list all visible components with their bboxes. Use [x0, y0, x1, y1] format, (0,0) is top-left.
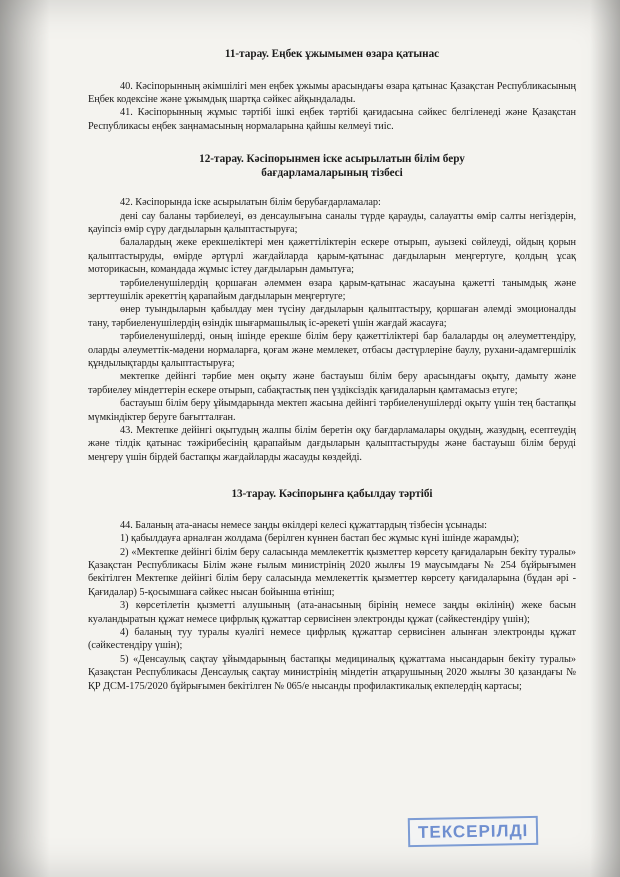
paragraph-43: 43. Мектепке дейінгі оқытудың жалпы білім беретін оқу бағдарламалары оқудың, жазудың, есептеудің және тілдік қатынас тәжірибесінің қарапайым дағдыларын қалыптастыруды және бастауыш білім беруді меңгеру үшін бірдей бастапқы жағдайларды жасауды көздейді.	[88, 425, 576, 463]
document-item-3: 3) көрсетілетін қызметті алушының (ата-анасының бірінің немесе заңды өкілінің) жеке басын куәландыратын құжат немесе цифрлық құжаттар сервисінен электронды құжат (сәйкестендіру үшін);	[88, 600, 576, 625]
program-item-2: балалардың жеке ерекшеліктері мен қажеттіліктерін ескере отырып, ауызекі сөйлеуді, ойдың қорын қалыптастыруды, өмірде әртүрлі жағдайларда қарым-қатынас дағдыларын меңгертуге, қолдың ұсақ моторикасын, командада жұмыс істеу дағдыларын дамытуға;	[88, 237, 576, 276]
program-item-4: өнер туындыларын қабылдау мен түсіну дағдыларын қалыптастыру, қоршаған әлемді эмоционалды тану, тәрбиеленушілердің өзіндік шығармашылық іс-әрекеті үшін жағдай жасауға;	[88, 304, 576, 329]
document-item-1: 1) қабылдауға арналған жолдама (берілген күннен бастап бес жұмыс күні ішінде жарамды);	[120, 533, 520, 545]
program-item-5: тәрбиеленушілерді, оның ішінде ерекше білім беру қажеттіліктері бар балаларды оң әлеуметтендіру, оларды әлеуметтік-мәдени нормаларға, қоғам және мемлекет, отбасы дәстүрлеріне баулу, рухани-адамгершілік құндылықтарды қалыптастыруға;	[88, 331, 576, 369]
document-body	[88, 48, 576, 693]
paragraph-40: 40. Кәсіпорынның әкімшілігі мен еңбек ұжымы арасындағы өзара қатынас Қазақстан Республикасының Еңбек кодексіне және ұжымдық шартқа сәйкес айқындалады.	[88, 80, 576, 105]
program-item-1: дені сау баланы тәрбиелеуі, өз денсаулығына саналы түрде қарауды, салауатты өмір салты негіздерін, қауіпсіз өмір сүру дағдыларын қалыптастыруға;	[88, 210, 576, 235]
section-13-heading: 13-тарау. Кәсіпорынға қабылдау тәртібі	[231, 488, 433, 501]
paragraph-42: 42. Кәсіпорында іске асырылатын білім берубағдарламалар:	[120, 197, 381, 209]
paragraph-44: 44. Баланың ата-анасы немесе заңды өкілдері келесі құжаттардың тізбесін ұсынады:	[120, 519, 487, 531]
section-12-heading	[88, 153, 576, 180]
section-11-heading: 11-тарау. Еңбек ұжымымен өзара қатынас	[224, 48, 440, 60]
program-item-3: тәрбиеленушілердің қоршаған әлеммен өзара қарым-қатынас жасауына қажетті танымдық және зерттеушілік әрекеттің қарапайым дағдыларын меңгертуге;	[88, 277, 576, 302]
program-item-7: бастауыш білім беру ұйымдарында мектеп жасына дейінгі тәрбиеленушілерді оқыту үшін тең бастапқы мүмкіндіктер беруге бағытталған.	[88, 398, 576, 423]
document-item-2: 2) «Мектепке дейінгі білім беру саласында мемлекеттік қызметтер көрсету қағидаларын бекіту туралы» Қазақстан Республикасы Білім және ғылым министрінің 2020 жылғы 19 маусымдағы № 254 бұйрығымен бекітілген Мектепке дейінгі білім беру саласында мемлекеттік қызметтер көрсету қағидаларына (бұдан әрі - Қағидалар) 5-қосымшаға сәйкес нысан бойынша өтініш;	[88, 546, 576, 598]
verified-stamp: ТЕКСЕРІЛДІ	[408, 816, 539, 847]
document-item-5: 5) «Денсаулық сақтау ұйымдарының бастапқы медициналық құжаттама нысандарын бекіту туралы» Қазақстан Республикасы Денсаулық сақтау министрінің міндетін атқарушының 2020 жылғы 30 қазандағы № ҚР ДСМ-175/2020 бұйрығымен бекітілген № 065/е нысанды профилактикалық екпелердің картасы;	[88, 653, 576, 692]
section-12-heading-line2: бағдарламаларының тізбесі	[261, 166, 403, 179]
program-item-6: мектепке дейінгі тәрбие мен оқыту және бастауыш білім беру арасындағы оқыту, дамыту және тәрбиелеу міндеттерін ескере отырып, сабақтастық пен үздіксіздік қағидаларын қамтамасыз етуге;	[88, 371, 576, 396]
document-item-4: 4) баланың туу туралы куәлігі немесе цифрлық құжаттар сервисінен алынған электронды құжат (сәйкестендіру үшін);	[88, 627, 576, 652]
paragraph-41: 41. Кәсіпорынның жұмыс тәртібі ішкі еңбек тәртібі қағидасына сәйкес белгіленеді және Қазақстан Республикасы еңбек заңнамасының нормаларына қайшы келмеуі тиіс.	[88, 107, 576, 132]
section-12-heading-line1: 12-тарау. Кәсіпорынмен іске асырылатын білім беру	[199, 153, 465, 166]
